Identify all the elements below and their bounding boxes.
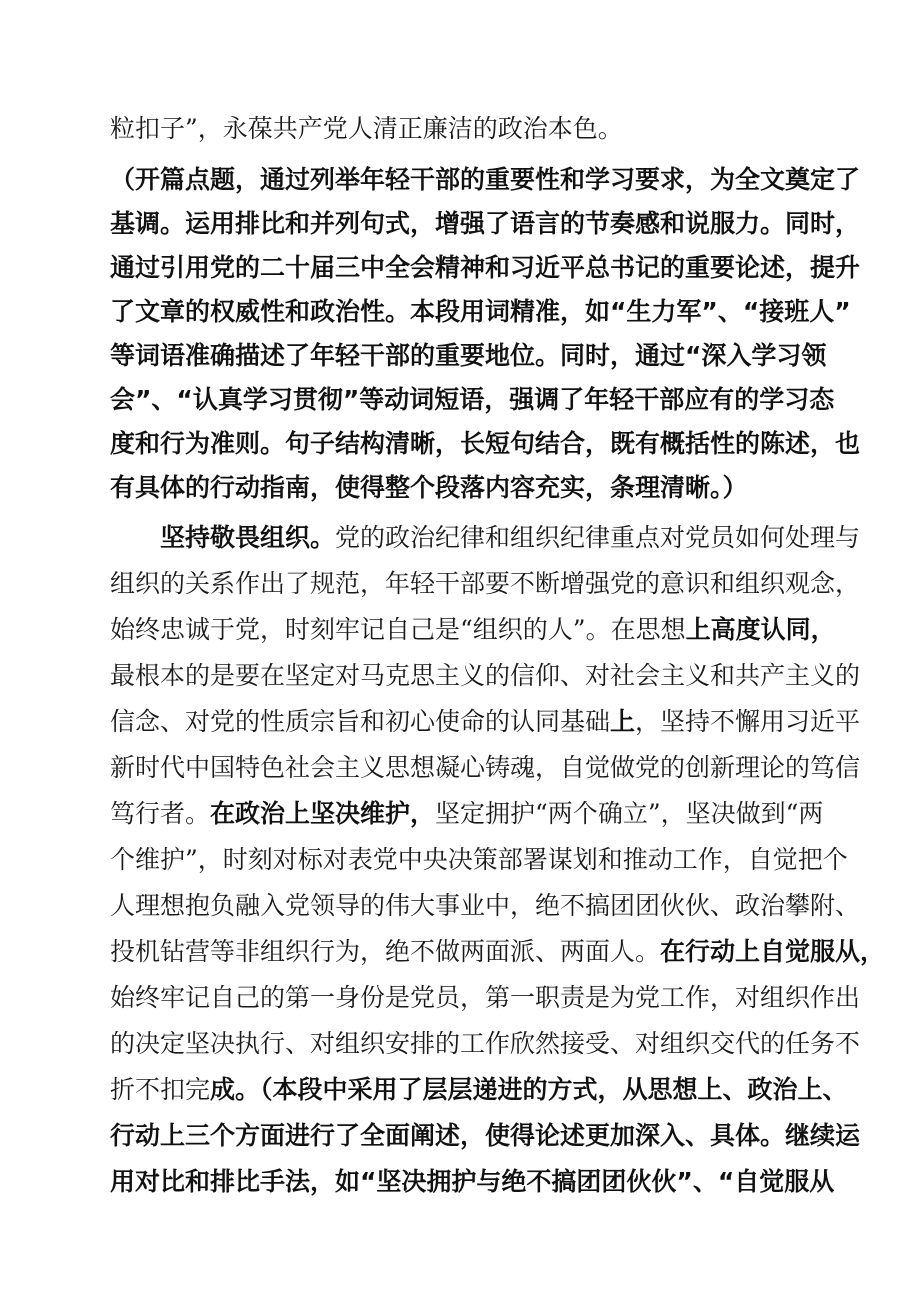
paragraph-line: 粒扣子”，永葆共产党人清正廉洁的政治本色。 [110, 114, 623, 143]
text-run: 始终忠诚于党，时刻牢记自己是“组织的人”。在思想 [110, 615, 686, 644]
text-run: 坚定拥护“两个确立”，坚决做到“两 [435, 799, 824, 828]
paragraph-line [110, 608, 836, 652]
emphasis-phrase: 在政治上坚决维护， [210, 799, 436, 828]
commentary-line: 用对比和排比手法，如“坚决拥护与绝不搞团团伙伙”、“自觉服从 [110, 1167, 835, 1196]
text-run: ，坚持不懈用习近平 [635, 707, 861, 736]
heading-phrase: 坚持敬畏组织。 [160, 523, 336, 552]
paragraph-line: 组织的关系作出了规范，年轻干部要不断增强党的意识和组织观念， [110, 569, 861, 598]
commentary-line: 基调。运用排比和并列句式，增强了语言的节奏感和说服力。同时， [110, 209, 861, 238]
paragraph-line [110, 1068, 848, 1112]
commentary-line: 通过引用党的二十届三中全会精神和习近平总书记的重要论述，提升 [110, 253, 861, 282]
paragraph-line [160, 516, 861, 560]
paragraph-line: 的决定坚决执行、对组织安排的工作欣然接受、对组织交代的任务不 [110, 1029, 861, 1058]
text-run: 投机钻营等非组织行为，绝不做两面派、两面人。 [110, 937, 661, 966]
emphasis-phrase: 上高度认同， [685, 615, 836, 644]
paragraph-line [110, 930, 886, 974]
text-run: 信念、对党的性质宗旨和初心使命的认同基础 [110, 707, 611, 736]
paragraph-line: 个维护”，时刻对标对表党中央决策部署谋划和推动工作，自觉把个 [110, 845, 848, 874]
paragraph-line: 始终牢记自己的第一身份是党员，第一职责是为党工作，对组织作出 [110, 983, 861, 1012]
paragraph-line: 人理想抱负融入党领导的伟大事业中，绝不搞团团伙伙、政治攀附、 [110, 891, 861, 920]
commentary-line: （开篇点题，通过列举年轻干部的重要性和学习要求，为全文奠定了 [110, 165, 861, 194]
commentary-line: 等词语准确描述了年轻干部的重要地位。同时，通过“深入学习领 [110, 341, 827, 370]
commentary-line: 了文章的权威性和政治性。本段用词精准，如“生力军”、“接班人” [110, 297, 851, 326]
paragraph-line: 新时代中国特色社会主义思想凝心铸魂，自觉做党的创新理论的笃信 [110, 753, 861, 782]
emphasis-phrase: 在行动上自觉服从， [660, 937, 886, 966]
text-run: 笃行者。 [110, 799, 211, 828]
paragraph-line: 最根本的是要在坚定对马克思主义的信仰、对社会主义和共产主义的 [110, 661, 861, 690]
paragraph-line [110, 792, 824, 836]
text-run: 党的政治纪律和组织纪律重点对党员如何处理与 [335, 523, 861, 552]
paragraph-line [110, 700, 861, 744]
commentary-line: 行动上三个方面进行了全面阐述，使得论述更加深入、具体。继续运 [110, 1121, 861, 1150]
text-run: 折不扣完 [110, 1075, 211, 1104]
commentary-line: 有具体的行动指南，使得整个段落内容充实，条理清晰。） [110, 473, 748, 502]
commentary-line: 度和行为准则。句子结构清晰，长短句结合，既有概括性的陈述，也 [110, 429, 861, 458]
commentary-phrase: 成。（本段中采用了层层递进的方式，从思想上、政治上、 [210, 1075, 848, 1104]
emphasis-phrase: 上 [610, 707, 636, 736]
commentary-line: 会”、“认真学习贯彻”等动词短语，强调了年轻干部应有的学习态 [110, 385, 835, 414]
